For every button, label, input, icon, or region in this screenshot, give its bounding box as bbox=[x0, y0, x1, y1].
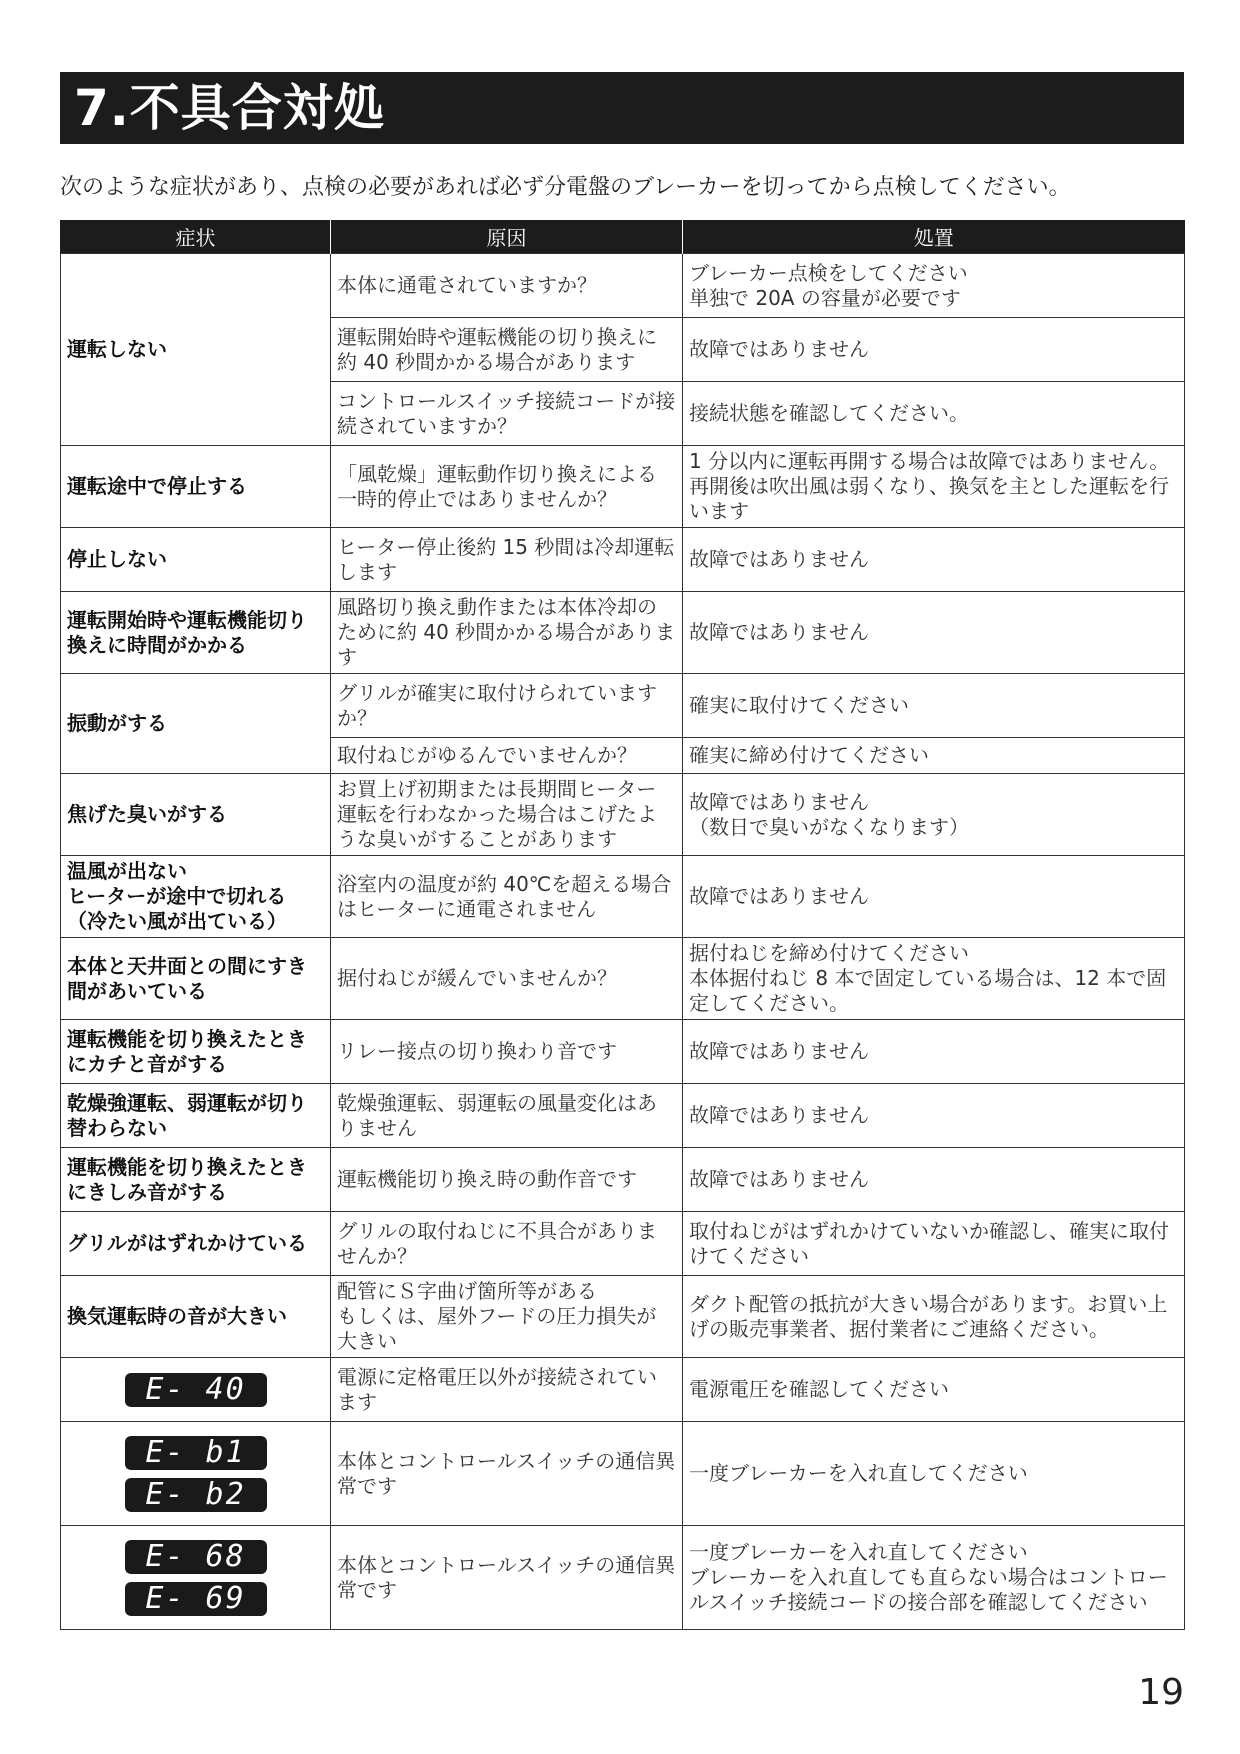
table-header-row bbox=[61, 220, 1185, 254]
header-cause: 原因 bbox=[331, 220, 683, 254]
remedy-cell: 取付ねじがはずれかけていないか確認し、確実に取付けてください bbox=[683, 1212, 1185, 1276]
cause-cell: ヒーター停止後約 15 秒間は冷却運転します bbox=[331, 528, 683, 592]
error-code-cell bbox=[61, 1422, 331, 1526]
cause-cell: 本体に通電されていますか？ bbox=[331, 254, 683, 318]
table-row bbox=[61, 1276, 1185, 1358]
symptom-cell: 温風が出ない ヒーターが途中で切れる （冷たい風が出ている） bbox=[61, 856, 331, 938]
remedy-cell: 故障ではありません bbox=[683, 592, 1185, 674]
cause-cell: 運転開始時や運転機能の切り換えに約 40 秒間かかる場合があります bbox=[331, 318, 683, 382]
table-row bbox=[61, 1084, 1185, 1148]
section-title: 7.不具合対処 bbox=[60, 72, 1184, 144]
remedy-cell: 確実に取付けてください bbox=[683, 674, 1185, 738]
remedy-cell: 故障ではありません bbox=[683, 856, 1185, 938]
intro-text: 次のような症状があり、点検の必要があれば必ず分電盤のブレーカーを切ってから点検してください。 bbox=[60, 175, 1071, 200]
header-remedy: 処置 bbox=[683, 220, 1185, 254]
symptom-cell: 運転途中で停止する bbox=[61, 446, 331, 528]
remedy-cell: ダクト配管の抵抗が大きい場合があります。お買い上げの販売事業者、据付業者にご連絡ください。 bbox=[683, 1276, 1185, 1358]
cause-cell: グリルが確実に取付けられていますか？ bbox=[331, 674, 683, 738]
table-row bbox=[61, 1422, 1185, 1526]
cause-cell: 配管にＳ字曲げ箇所等がある もしくは、屋外フードの圧力損失が大きい bbox=[331, 1276, 683, 1358]
remedy-cell: 故障ではありません bbox=[683, 1084, 1185, 1148]
page-number: 19 bbox=[1138, 1672, 1184, 1713]
table-row bbox=[61, 1212, 1185, 1276]
table-row bbox=[61, 254, 1185, 318]
table-row bbox=[61, 528, 1185, 592]
remedy-cell: ブレーカー点検をしてください 単独で 20A の容量が必要です bbox=[683, 254, 1185, 318]
remedy-cell: 確実に締め付けてください bbox=[683, 738, 1185, 774]
cause-cell: 本体とコントロールスイッチの通信異常です bbox=[331, 1526, 683, 1630]
remedy-cell: 1 分以内に運転再開する場合は故障ではありません。再開後は吹出風は弱くなり、換気を主とした運転を行います bbox=[683, 446, 1185, 528]
symptom-cell: 乾燥強運転、弱運転が切り替わらない bbox=[61, 1084, 331, 1148]
symptom-cell: 運転開始時や運転機能切り換えに時間がかかる bbox=[61, 592, 331, 674]
symptom-cell: 運転機能を切り換えたときにカチと音がする bbox=[61, 1020, 331, 1084]
cause-cell: 浴室内の温度が約 40℃を超える場合はヒーターに通電されません bbox=[331, 856, 683, 938]
symptom-cell: 停止しない bbox=[61, 528, 331, 592]
error-code-display: E- b1 bbox=[125, 1436, 267, 1470]
symptom-cell: 運転機能を切り換えたときにきしみ音がする bbox=[61, 1148, 331, 1212]
symptom-cell: 換気運転時の音が大きい bbox=[61, 1276, 331, 1358]
remedy-cell: 故障ではありません bbox=[683, 1020, 1185, 1084]
symptom-cell: グリルがはずれかけている bbox=[61, 1212, 331, 1276]
table-row bbox=[61, 856, 1185, 938]
error-code-display: E- 69 bbox=[125, 1582, 267, 1616]
error-code-display: E- 40 bbox=[125, 1373, 267, 1407]
table-row bbox=[61, 938, 1185, 1020]
symptom-cell: 運転しない bbox=[61, 254, 331, 446]
error-code-display: E- b2 bbox=[125, 1478, 267, 1512]
table-row bbox=[61, 1358, 1185, 1422]
remedy-cell: 据付ねじを締め付けてください 本体据付ねじ 8 本で固定している場合は、12 本で固定してください。 bbox=[683, 938, 1185, 1020]
cause-cell: グリルの取付ねじに不具合がありませんか？ bbox=[331, 1212, 683, 1276]
table-row bbox=[61, 1020, 1185, 1084]
cause-cell: コントロールスイッチ接続コードが接続されていますか？ bbox=[331, 382, 683, 446]
cause-cell: 運転機能切り換え時の動作音です bbox=[331, 1148, 683, 1212]
symptom-cell: 焦げた臭いがする bbox=[61, 774, 331, 856]
table-row bbox=[61, 1148, 1185, 1212]
cause-cell: 乾燥強運転、弱運転の風量変化はありません bbox=[331, 1084, 683, 1148]
table-row bbox=[61, 774, 1185, 856]
remedy-cell: 一度ブレーカーを入れ直してください ブレーカーを入れ直しても直らない場合はコントロールスイッチ接続コードの接合部を確認してください bbox=[683, 1526, 1185, 1630]
cause-cell: 「風乾燥」運転動作切り換えによる一時的停止ではありませんか？ bbox=[331, 446, 683, 528]
header-symptom: 症状 bbox=[61, 220, 331, 254]
remedy-cell: 故障ではありません bbox=[683, 1148, 1185, 1212]
cause-cell: 据付ねじが緩んでいませんか？ bbox=[331, 938, 683, 1020]
remedy-cell: 一度ブレーカーを入れ直してください bbox=[683, 1422, 1185, 1526]
remedy-cell: 電源電圧を確認してください bbox=[683, 1358, 1185, 1422]
cause-cell: 電源に定格電圧以外が接続されています bbox=[331, 1358, 683, 1422]
cause-cell: お買上げ初期または長期間ヒーター運転を行わなかった場合はこげたような臭いがすることがあります bbox=[331, 774, 683, 856]
error-code-cell bbox=[61, 1526, 331, 1630]
cause-cell: 風路切り換え動作または本体冷却のために約 40 秒間かかる場合があります bbox=[331, 592, 683, 674]
table-row bbox=[61, 674, 1185, 738]
remedy-cell: 接続状態を確認してください。 bbox=[683, 382, 1185, 446]
troubleshooting-table bbox=[60, 220, 1185, 1630]
table-row bbox=[61, 1526, 1185, 1630]
symptom-cell: 本体と天井面との間にすき間があいている bbox=[61, 938, 331, 1020]
table-row bbox=[61, 592, 1185, 674]
cause-cell: 本体とコントロールスイッチの通信異常です bbox=[331, 1422, 683, 1526]
error-code-cell bbox=[61, 1358, 331, 1422]
cause-cell: リレー接点の切り換わり音です bbox=[331, 1020, 683, 1084]
error-code-display: E- 68 bbox=[125, 1540, 267, 1574]
symptom-cell: 振動がする bbox=[61, 674, 331, 774]
remedy-cell: 故障ではありません （数日で臭いがなくなります） bbox=[683, 774, 1185, 856]
remedy-cell: 故障ではありません bbox=[683, 318, 1185, 382]
cause-cell: 取付ねじがゆるんでいませんか？ bbox=[331, 738, 683, 774]
table-row bbox=[61, 446, 1185, 528]
remedy-cell: 故障ではありません bbox=[683, 528, 1185, 592]
